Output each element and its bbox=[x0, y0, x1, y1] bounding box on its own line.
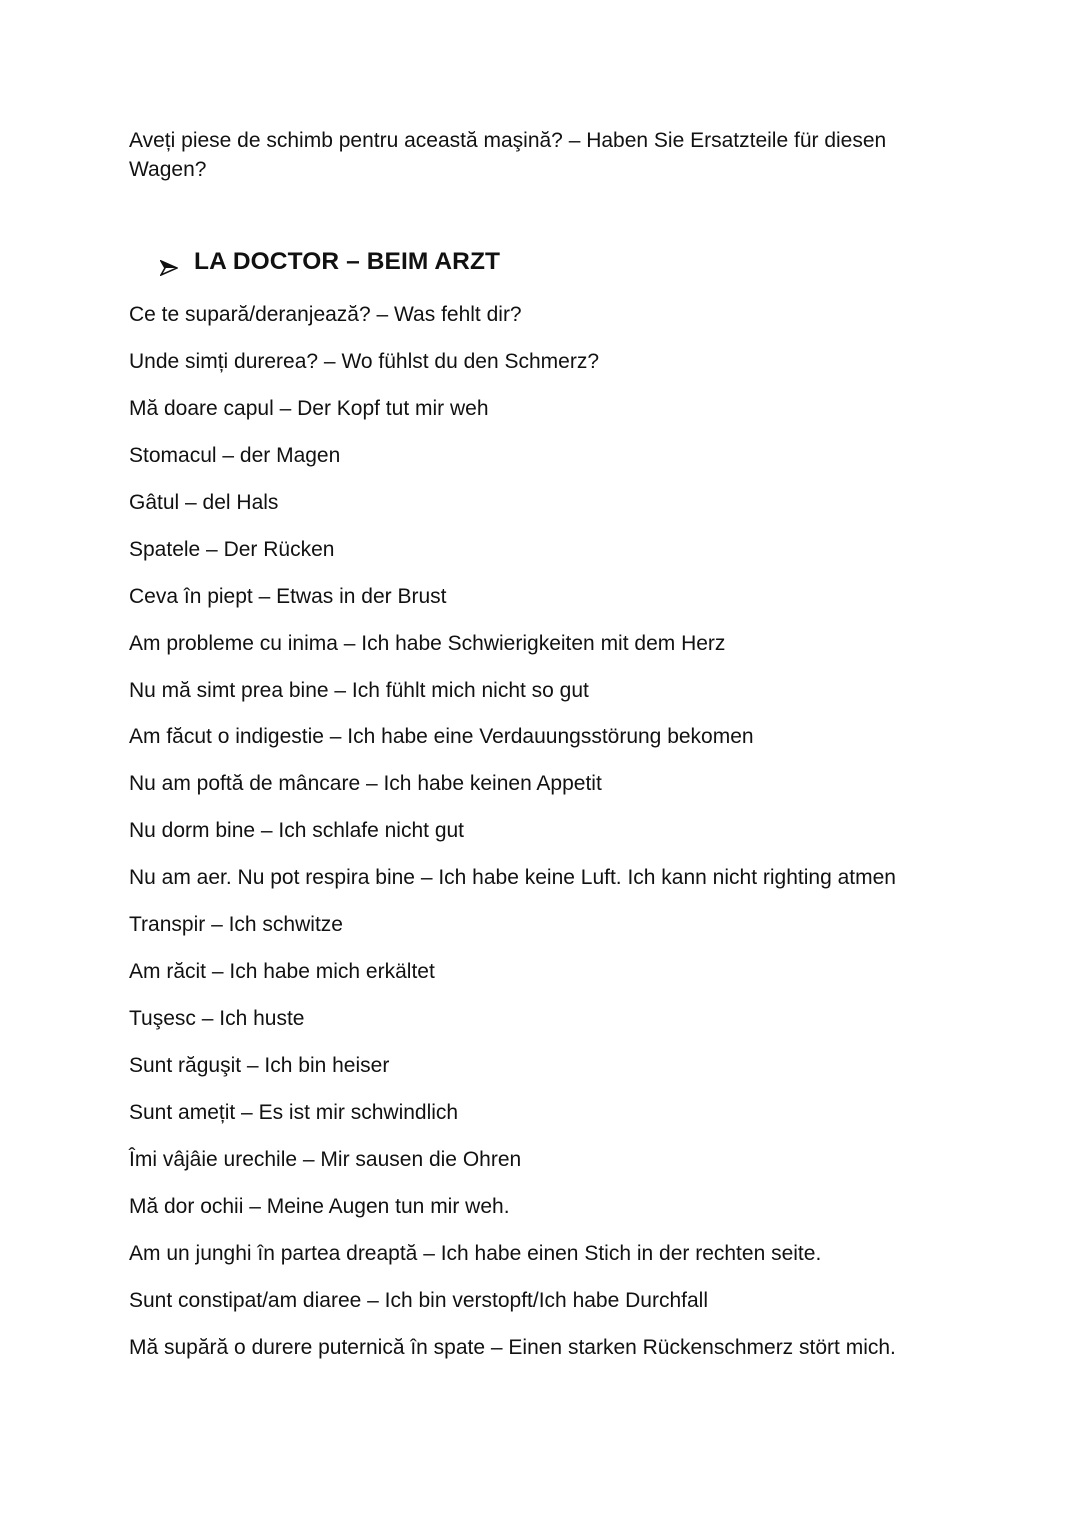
phrase-item: Am făcut o indigestie – Ich habe eine Verdauungsstörung bekomen bbox=[129, 725, 754, 749]
section-heading bbox=[160, 248, 500, 276]
phrase-item: Am un junghi în partea dreaptă – Ich habe einen Stich in der rechten seite. bbox=[129, 1241, 822, 1265]
phrase-item: Am răcit – Ich habe mich erkältet bbox=[129, 960, 435, 984]
phrase-item: Nu mă simt prea bine – Ich fühlt mich nicht so gut bbox=[129, 678, 589, 702]
phrase-item: Ce te supară/deranjează? – Was fehlt dir? bbox=[129, 303, 522, 326]
phrase-item: Sunt constipat/am diaree – Ich bin verstopft/Ich habe Durchfall bbox=[129, 1288, 708, 1312]
phrase-item: Unde simți durerea? – Wo fühlst du den Schmerz? bbox=[129, 349, 600, 373]
phrase-item: Transpir – Ich schwitze bbox=[129, 913, 343, 937]
section-title: LA DOCTOR – BEIM ARZT bbox=[194, 248, 501, 275]
phrase-item: Gâtul – del Hals bbox=[129, 490, 279, 514]
phrase-item: Ceva în piept – Etwas in der Brust bbox=[129, 584, 447, 608]
phrase-item: Stomacul – der Magen bbox=[129, 443, 341, 467]
phrase-item: Sunt amețit – Es ist mir schwindlich bbox=[129, 1100, 459, 1124]
phrase-item: Nu am poftă de mâncare – Ich habe keinen Appetit bbox=[129, 772, 602, 796]
arrowhead-bullet-icon bbox=[160, 255, 178, 271]
phrase-list bbox=[129, 301, 896, 1381]
phrase-item: Nu dorm bine – Ich schlafe nicht gut bbox=[129, 819, 465, 843]
intro-phrase: Aveți piese de schimb pentru această maşină? – Haben Sie Ersatzteile für diesen Wagen? bbox=[129, 129, 887, 181]
phrase-item: Nu am aer. Nu pot respira bine – Ich habe keine Luft. Ich kann nicht righting atmen bbox=[129, 866, 896, 890]
phrase-item: Am probleme cu inima – Ich habe Schwierigkeiten mit dem Herz bbox=[129, 631, 726, 655]
phrase-item: Îmi vâjâie urechile – Mir sausen die Ohren bbox=[129, 1147, 522, 1171]
phrase-item: Mă supără o durere puternică în spate – Einen starken Rückenschmerz stört mich. bbox=[129, 1335, 896, 1359]
phrase-item: Tuşesc – Ich huste bbox=[129, 1007, 305, 1031]
phrase-item: Mă doare capul – Der Kopf tut mir weh bbox=[129, 396, 489, 420]
phrase-item: Spatele – Der Rücken bbox=[129, 537, 335, 561]
phrase-item: Mă dor ochii – Meine Augen tun mir weh. bbox=[129, 1194, 510, 1218]
phrase-item: Sunt răguşit – Ich bin heiser bbox=[129, 1054, 390, 1077]
